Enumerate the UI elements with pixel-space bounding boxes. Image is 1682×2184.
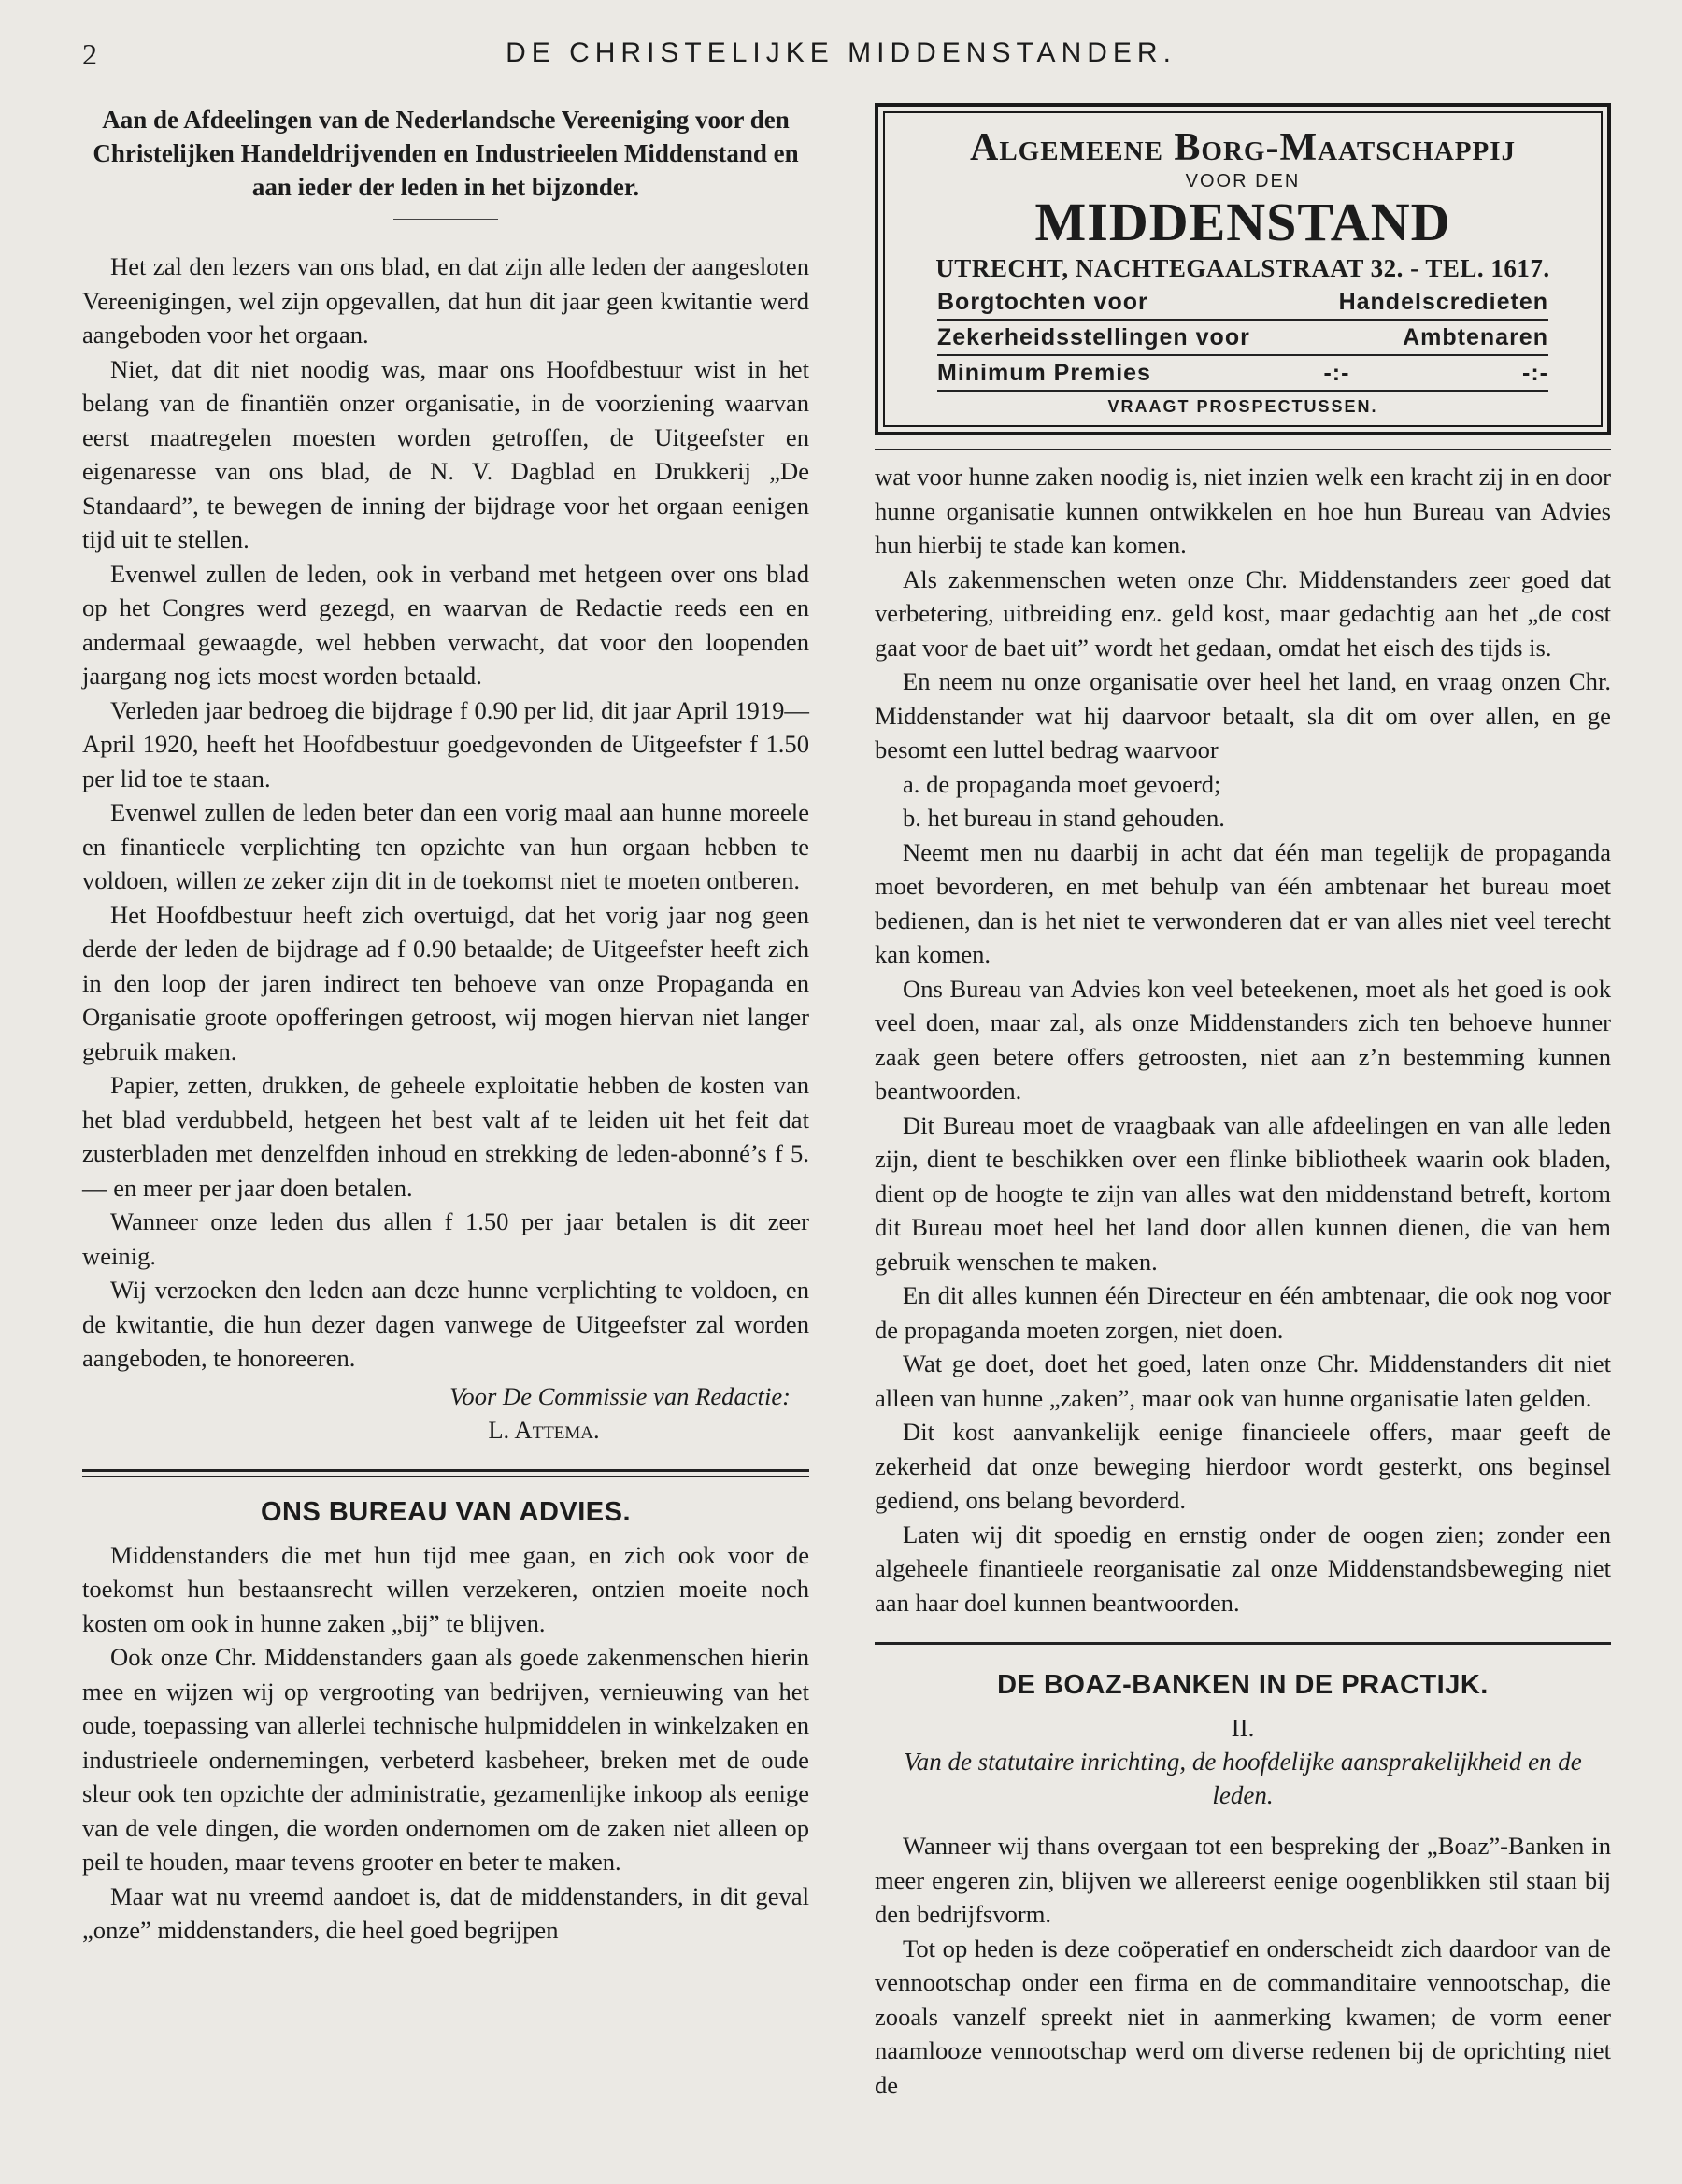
paragraph: Verleden jaar bedroeg die bijdrage f 0.90 per lid, dit jaar April 1919—April 1920, heeft het Hoofdbestuur goedgevonden de Uitgeefster f 1.50 per lid toe te staan. [82, 695, 809, 792]
paragraph: Niet, dat dit niet noodig was, maar ons Hoofdbestuur wist in het belang van de finantiën onzer organisatie, in de voorziening waarvan eerst maatregelen moesten worden getroffen, de Uitgeefster en eigenaresse van ons blad, de N. V. Dagblad en Drukkerij „De Standaard”, te bewegen de inning der bijdrage voor het orgaan eenigen tijd uit te stellen. [82, 354, 809, 553]
paragraph: Tot op heden is deze coöperatief en onderscheidt zich daardoor van de vennootschap onder een firma en de commanditaire vennootschap, die zooals vanzelf spreekt niet in aanmerking kwamen; de vorm eener naamlooze vennootschap werd om diverse redenen bij de oprichting niet de [875, 1934, 1611, 2099]
signoff: Voor De Commissie van Redactie: [449, 1381, 791, 1410]
ad-line-text: Ambtenaren [1403, 324, 1548, 350]
paragraph: Wij verzoeken den leden aan deze hunne verplichting te voldoen, en de kwitantie, die hun dezer dagen vanwege de Uitgeefster zal worden aangeboden, te honoreeren. [82, 1276, 809, 1372]
paragraph: Middenstanders die met hun tijd mee gaan, en zich ook voor de toekomst hun bestaansrecht willen verzekeren, ontzien moeite noch kosten om ook in hunne zaken „bij” te blijven. [82, 1540, 809, 1637]
ad-line-premies [937, 356, 1548, 392]
list-item: b. het bureau in stand gehouden. [903, 804, 1225, 832]
masthead: DE CHRISTELIJKE MIDDENSTANDER. [506, 37, 1176, 68]
paragraph: Neemt men nu daarbij in acht dat één man tegelijk de propaganda moet bevorderen, en met behulp van één ambtenaar het bureau moet bedienen, dan is het niet te verwonderen dat er van alles niet veel terecht kan komen. [875, 837, 1611, 968]
paragraph: Maar wat nu vreemd aandoet is, dat de middenstanders, in dit geval „onze” middenstanders, die heel goed begrijpen [82, 1881, 809, 1944]
paragraph: Dit Bureau moet de vraagbaak van alle afdeelingen en van alle leden zijn, dient te beschikken over een flinke bibliotheek waarin ook bladen, dient op de hoogte te zijn van alles wat den middenstand betreft, kortom dit Bureau moet heel het land door allen kunnen dienen, die van hem gebruik wenschen te maken. [875, 1110, 1611, 1276]
section-title-bureau: ONS BUREAU VAN ADVIES. [260, 1496, 632, 1527]
paragraph: wat voor hunne zaken noodig is, niet inzien welk een kracht zij in en door hunne organisatie kunnen ontwikkelen en hoe hun Bureau van Advies hun hierbij te stade kan komen. [875, 463, 1611, 559]
paragraph: Wanneer onze leden dus allen f 1.50 per jaar betalen is dit zeer weinig. [82, 1207, 809, 1270]
ad-line-zekerheid [937, 321, 1548, 356]
ad-line-borgtochten [937, 285, 1548, 321]
paragraph: Ook onze Chr. Middenstanders gaan als goede zakenmenschen hierin mee en wijzen wij op vergrooting van bedrijven, vernieuwing van het oude, toepassing van allerlei technische hulpmiddelen in winkelzaken en industrieele ondernemingen, verbeterd kasbeheer, breken met de oude sleur ook ten opzichte der administratie, gezamenlijke inkoop als eenige van de vele dingen, die worden ondernomen om de zaken niet alleen op peil te houden, maar tevens grooter en beter te maken. [82, 1643, 809, 1876]
ad-line-text: Handelscredieten [1338, 289, 1548, 315]
paragraph: En neem nu onze organisatie over heel het land, en vraag onzen Chr. Middenstander wat hij daarvoor betaalt, sla dit om over allen, en ge besomt een luttel bedrag waarvoor [875, 667, 1611, 764]
paragraph: Laten wij dit spoedig en ernstig onder de oogen zien; zonder een algeheele finantieele reorganisatie zal onze Middenstandsbeweging niet aan haar doel kunnen beantwoorden. [875, 1520, 1611, 1617]
ad-line-text: -:- [1522, 360, 1548, 386]
section-title-boaz: DE BOAZ-BANKEN IN DE PRACTIJK. [997, 1670, 1489, 1700]
paragraph: Het Hoofdbestuur heeft zich overtuigd, dat het vorig jaar nog geen derde der leden de bijdrage ad f 0.90 betaalde; de Uitgeefster heeft zich in den loop der jaren indirect ten behoeve van onze Propaganda en Organisatie groote opofferingen getroost, wij mogen hiervan niet langer gebruik maken. [82, 900, 809, 1065]
ad-line-text: Borgtochten voor [937, 289, 1148, 315]
ad-voor-den: VOOR DEN [1185, 171, 1301, 192]
signature: L. Attema. [488, 1415, 600, 1444]
title-divider [393, 219, 498, 220]
paragraph: Papier, zetten, drukken, de geheele exploitatie hebben de kosten van het blad verdubbeld, hetgeen het best valt af te leiden uit het feit dat zusterbladen met denzelfden inhoud en strekking de leden-abonné’s f 5.— en meer per jaar doen betalen. [82, 1071, 809, 1202]
section-subtitle: Van de statutaire inrichting, de hoofdelijke aansprakelijkheid en de leden. [904, 1748, 1582, 1809]
paragraph: Als zakenmenschen weten onze Chr. Middenstanders zeer goed dat verbetering, uitbreiding enz. geld kost, maar gedachtig aan het „de cost gaat voor de baet uit” wordt het gedaan, omdat het eisch des tijds is. [875, 564, 1611, 662]
ad-footer: VRAAGT PROSPECTUSSEN. [1107, 397, 1378, 416]
ad-middenstand: MIDDENSTAND [1034, 192, 1451, 252]
page-number: 2 [82, 37, 97, 71]
paragraph: Dit kost aanvankelijk eenige financieele offers, maar geeft de zekerheid dat onze beweging hierdoor wordt gesterkt, ons beginsel gediend, ons belang bevorderd. [875, 1418, 1611, 1514]
right-column [875, 103, 1611, 2102]
ad-line-text: -:- [1323, 360, 1350, 386]
paragraph: Ons Bureau van Advies kon veel beteekenen, moet als het goed is ook veel doen, maar zal, als onze Middenstanders zich ten behoeve hunner zaak geen betere offers getroosten, niet aan z’n bestemming kunnen beantwoorden. [875, 974, 1611, 1105]
ad-line-text: Zekerheidsstellingen voor [937, 324, 1250, 350]
ad-divider [875, 449, 1611, 450]
section-divider [875, 1642, 1611, 1649]
ad-line-text: Minimum Premies [937, 360, 1151, 386]
page-header [0, 37, 1682, 75]
paragraph: Wanneer wij thans overgaan tot een bespreking der „Boaz”-Banken in meer engeren zin, blijven we allereerst eenige oogenblikken stil staan bij den bedrijfsvorm. [875, 1832, 1611, 1928]
ad-address: UTRECHT, NACHTEGAALSTRAAT 32. - TEL. 1617. [935, 254, 1550, 282]
paragraph: En dit alles kunnen één Directeur en één ambtenaar, die ook nog voor de propaganda moeten zorgen, niet doen. [875, 1281, 1611, 1344]
paragraph: Het zal den lezers van ons blad, en dat zijn alle leden der aangesloten Vereenigingen, wel zijn opgevallen, dat hun dit jaar geen kwitantie werd aangeboden voor het orgaan. [82, 252, 809, 349]
list-item: a. de propaganda moet gevoerd; [903, 769, 1221, 798]
paragraph: Evenwel zullen de leden beter dan een vorig maal aan hunne moreele en finantieele verplichting ten opzichte van hun orgaan hebben te voldoen, willen ze zeker zijn dit in de toekomst niet te moeten ontberen. [82, 798, 809, 894]
left-column [82, 103, 809, 1948]
paragraph: Evenwel zullen de leden, ook in verband met hetgeen over ons blad op het Congres werd gezegd, en waarvan de Redactie reeds een en andermaal gewaagde, wel hebben verwacht, dat voor den loopenden jaargang nog iets moest worden betaald. [82, 559, 809, 690]
section-divider [82, 1469, 809, 1477]
section-number: II. [1231, 1714, 1255, 1742]
paragraph: Wat ge doet, doet het goed, laten onze Chr. Middenstanders dit niet alleen van hunne „zaken”, maar ook van hunne organisatie laten gelden. [875, 1349, 1611, 1412]
ad-company-name: Algemeene Borg-Maatschappij [970, 126, 1516, 169]
intro-title: Aan de Afdeelingen van de Nederlandsche Vereeniging voor den Christelijken Handeldrijvenden en Industrieelen Middenstand en aan ieder der leden in het bijzonder. [93, 106, 799, 201]
advertisement [875, 103, 1611, 435]
advertisement-frame [883, 111, 1603, 427]
